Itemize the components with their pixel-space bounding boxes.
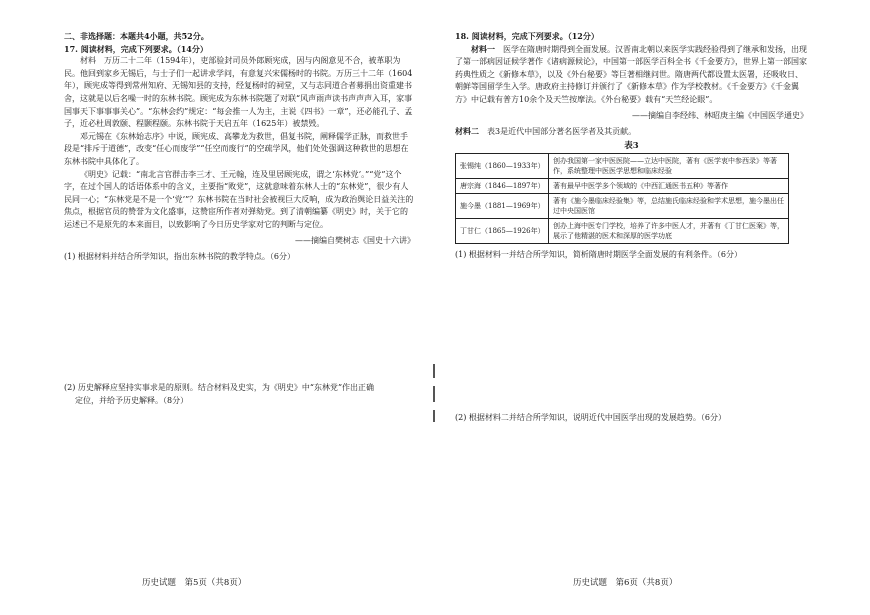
q17-subquestion-1: (1) 根据材料并结合所学知识，指出东林书院的教学特点。（6分） [64, 251, 295, 261]
table-cell-name: 张锡纯（1860—1933年） [456, 154, 549, 179]
answer-space-18-1 [455, 261, 808, 411]
table-cell-contribution: 创办我国第一家中医医院——立达中医院，著有《医学衷中参西录》等著作，系统整理中医医学思想和临床经验 [549, 154, 789, 179]
q17-material-paragraph-1: 材料 万历二十二年（1594年），吏部验封司员外郎顾宪成，因与内阁意见不合，被革职为民。他回到家乡无锡后，与士子们一起讲求学问，有意复兴宋儒杨时的书院。万历三十二年（1604年），顾宪成等得到常州知府、无锡知县的支持，经复杨时的祠堂，又与志同道合者募捐出资重建书舍，这就是以后名噪一时的东林书院。顾宪成为东林书院题了对联“风声雨声读书声声声入耳，家事国事天下事事事关心”。“东林会约”规定：“每会推一人为主，主说《四书》一章”，还必能孔子、孟子，近必杜周敦颐、程颢程颐。东林书院于天启五年（1625年）被禁毁。 [64, 56, 413, 129]
table-cell-contribution: 创办上海中医专门学校，培养了许多中医人才，并著有《丁甘仁医案》等，展示了他精湛的医术和深厚的医学功底 [549, 219, 789, 244]
right-page-footer: 历史试题 第6页（共8页） [573, 578, 678, 588]
q18-material-2 [455, 125, 808, 139]
q18-subquestion-2: (2) 根据材料二并结合所学知识，说明近代中国医学出现的发展趋势。（6分） [455, 413, 726, 423]
question-17-title: 17. 阅读材料，完成下列要求。（14分） [64, 43, 208, 54]
table-row [456, 179, 789, 194]
right-page [435, 0, 870, 615]
table-row [456, 194, 789, 219]
left-page-footer: 历史试题 第5页（共8页） [142, 578, 247, 588]
q17-source: ——摘编自樊树志《国史十六讲》 [295, 235, 415, 245]
q18-material-2-text: 表3是近代中国部分著名医学者及其贡献。 [487, 126, 637, 136]
table-cell-contribution: 著有最早中医学多个领域的《中西汇通医书五种》等著作 [549, 179, 789, 194]
q17-material-paragraph-2: 邓元锡在《东林始志序》中说，顾宪成、高攀龙为救世，倡复书院，阐释儒学正脉，而救世手段是“排斥于道德”，改变“任心而废学”“任空而废行”的空疏学风，他们处处强调这种救世的思想在东林书院中具体化了。 [64, 131, 409, 166]
q17-subquestion-2-line-2: 定位，并给予历史解释。（8分） [75, 395, 189, 405]
table-caption: 表3 [624, 141, 639, 152]
q18-subquestion-1: (1) 根据材料一并结合所学知识，简析隋唐时期医学全面发展的有利条件。（6分） [455, 250, 742, 260]
section-heading: 二、非选择题：本题共4小题，共52分。 [64, 31, 209, 41]
q18-material-1-source: ——摘编自李经纬、林昭庚主编《中国医学通史》 [632, 110, 808, 120]
q18-material-1-text: 医学在隋唐时期得到全面发展。汉晋南北朝以来医学实践经验得到了继承和发扬，出现了第一部病因证候学著作《诸病源候论》，中国第一部医学百科全书《千金要方》，世界上第一部国家药典性质之《新修本草》，以及《外台秘要》等巨著相继问世。隋唐两代都设置太医署，还吸收日、朝鲜等国留学生入学。唐政府主持修订并颁行了《新修本草》作为学校教材。《千金要方》《千金翼方》中记载有普方10余个及天竺按摩法。《外台秘要》载有“天竺经论眼”。 [455, 44, 807, 104]
physicians-table [455, 153, 789, 244]
table-row [456, 154, 789, 179]
table-cell-name: 施今墨（1881—1969年） [456, 194, 549, 219]
table-row [456, 219, 789, 244]
q18-material-1 [455, 43, 808, 107]
q17-subquestion-2-line-1: (2) 历史解释应坚持实事求是的原则。结合材料及史实，为《明史》中“东林党”作出正确 [64, 382, 375, 392]
answer-space-17-1 [64, 263, 415, 381]
q18-material-2-label: 材料二 [455, 125, 479, 136]
table-cell-name: 唐宗海（1846—1897年） [456, 179, 549, 194]
q18-material-1-label: 材料一 [471, 43, 495, 54]
q17-material-paragraph-3: 《明史》记载：“南北言官群击李三才、王元翰，连及里居顾宪成，谓之‘东林党’。”“党”这个字，在过个国人的话语体系中的含义，主要指“败党”，这就意味着东林人士的“东林党”，很少有人民同一心；“东林党是不是一个‘党’”？东林书院在当时社会被视巨大反响，成为政治舆论日益关注的焦点，根据官员的赞誉为文化盛事，这赞宦所作者对弹劾党。到了清朝编纂《明史》时，关于它的运述已不是原先的本来面目，以致影响了今日历史学家对它的判断与定位。 [64, 169, 414, 229]
table-cell-name: 丁甘仁（1865—1926年） [456, 219, 549, 244]
question-18-title: 18. 阅读材料，完成下列要求。（12分） [455, 31, 599, 41]
table-cell-contribution: 著有《施今墨临床经验集》等，总结施氏临床经验和学术思想，施今墨出任过中央国医馆 [549, 194, 789, 219]
